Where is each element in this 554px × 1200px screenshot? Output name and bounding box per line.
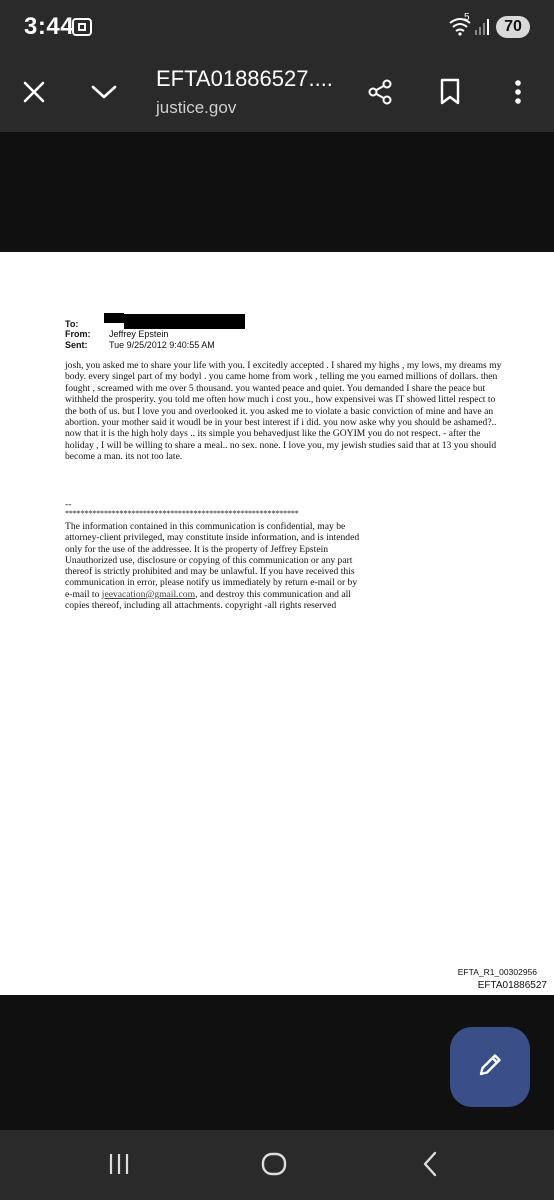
pdf-page bbox=[0, 252, 554, 995]
app-bar bbox=[0, 56, 554, 132]
signal-icon bbox=[474, 18, 490, 41]
from-value: Jeffrey Epstein bbox=[109, 329, 169, 339]
to-label: To: bbox=[65, 319, 79, 329]
confidentiality-disclaimer bbox=[65, 521, 365, 611]
email-body: josh, you asked me to share your life with you. I excitedly accepted . I shared my highs , my lows, my dreams my body. every singel part of my bodyl . you came home from work , telling me you earned millions of dollars. then fought , screamed with me over 5 thousand. you wanted peace and quiet. You demanded I share the peace but withheld the prosperity. you told me often how much i cost you., how expensivei was IT showed littel respect to the both of us. but I love you and overlooked it. you asked me to violate a basic conviction of mine and have an abortion. your mother said it woudl be in your best interest if i did. you now aske why you should be ashamed?.. now that it is the high holy days .. its simple you behavedjust like the GOYIM you do not respect. - after the holiday , I will be willing to share a meal.. no sex. none. I love you, my jewish studies said that at 13 you should become a man. its not too late. bbox=[65, 360, 502, 463]
edit-pencil-icon bbox=[476, 1051, 504, 1084]
bookmark-button[interactable] bbox=[430, 74, 470, 114]
more-options-button[interactable] bbox=[498, 74, 538, 114]
bates-number-1: EFTA_R1_00302956 bbox=[457, 967, 537, 977]
sent-value: Tue 9/25/2012 9:40:55 AM bbox=[109, 340, 215, 350]
battery-indicator: 70 bbox=[496, 16, 530, 38]
share-button[interactable] bbox=[360, 74, 400, 114]
wifi-badge: 5 bbox=[464, 12, 470, 23]
recent-apps-icon bbox=[107, 1152, 131, 1181]
disclaimer-part-3: , and destroy this communication and all copies thereof, including all attachments. copyright -all rights reserved bbox=[65, 588, 351, 612]
disclaimer-part-1: The information contained in this communication is confidential, may be attorney-client privileged, may constitute inside information, and is intended only for the use of the addressee. It is the property of Jeffrey Epstein bbox=[65, 521, 360, 555]
clock: 3:44 bbox=[24, 13, 75, 40]
chevron-down-icon bbox=[90, 83, 118, 106]
screenshot-icon bbox=[70, 15, 94, 44]
redaction-box bbox=[124, 314, 245, 329]
document-title: EFTA01886527.... bbox=[156, 66, 333, 91]
share-icon bbox=[366, 78, 394, 111]
system-nav-bar bbox=[0, 1130, 554, 1200]
signature-dash: -- bbox=[65, 499, 72, 510]
back-button[interactable] bbox=[412, 1150, 448, 1182]
document-host: justice.gov bbox=[156, 98, 237, 117]
collapse-button[interactable] bbox=[84, 74, 124, 114]
redaction-box bbox=[104, 313, 124, 323]
back-icon bbox=[421, 1151, 439, 1182]
from-label: From: bbox=[65, 329, 91, 339]
status-bar bbox=[0, 0, 554, 56]
disclaimer-part-2: Unauthorized use, disclosure or copying of this communication or any part thereof is strictly prohibited and may be unlawful. If you have received this communication in error, please notify us immediately by return e-mail or by e-mail to bbox=[65, 554, 358, 600]
close-icon bbox=[21, 79, 47, 110]
more-vert-icon bbox=[514, 79, 522, 110]
email-link[interactable]: jeevacation@gmail.com bbox=[101, 588, 196, 600]
bookmark-icon bbox=[439, 78, 461, 111]
home-icon bbox=[261, 1151, 287, 1182]
recent-apps-button[interactable] bbox=[101, 1150, 137, 1182]
sent-label: Sent: bbox=[65, 340, 88, 350]
bates-number-2: EFTA01886527 bbox=[477, 980, 547, 991]
close-button[interactable] bbox=[14, 74, 54, 114]
edit-fab[interactable] bbox=[450, 1027, 530, 1107]
home-button[interactable] bbox=[256, 1150, 292, 1182]
star-separator: ************************************************************ bbox=[65, 509, 299, 518]
